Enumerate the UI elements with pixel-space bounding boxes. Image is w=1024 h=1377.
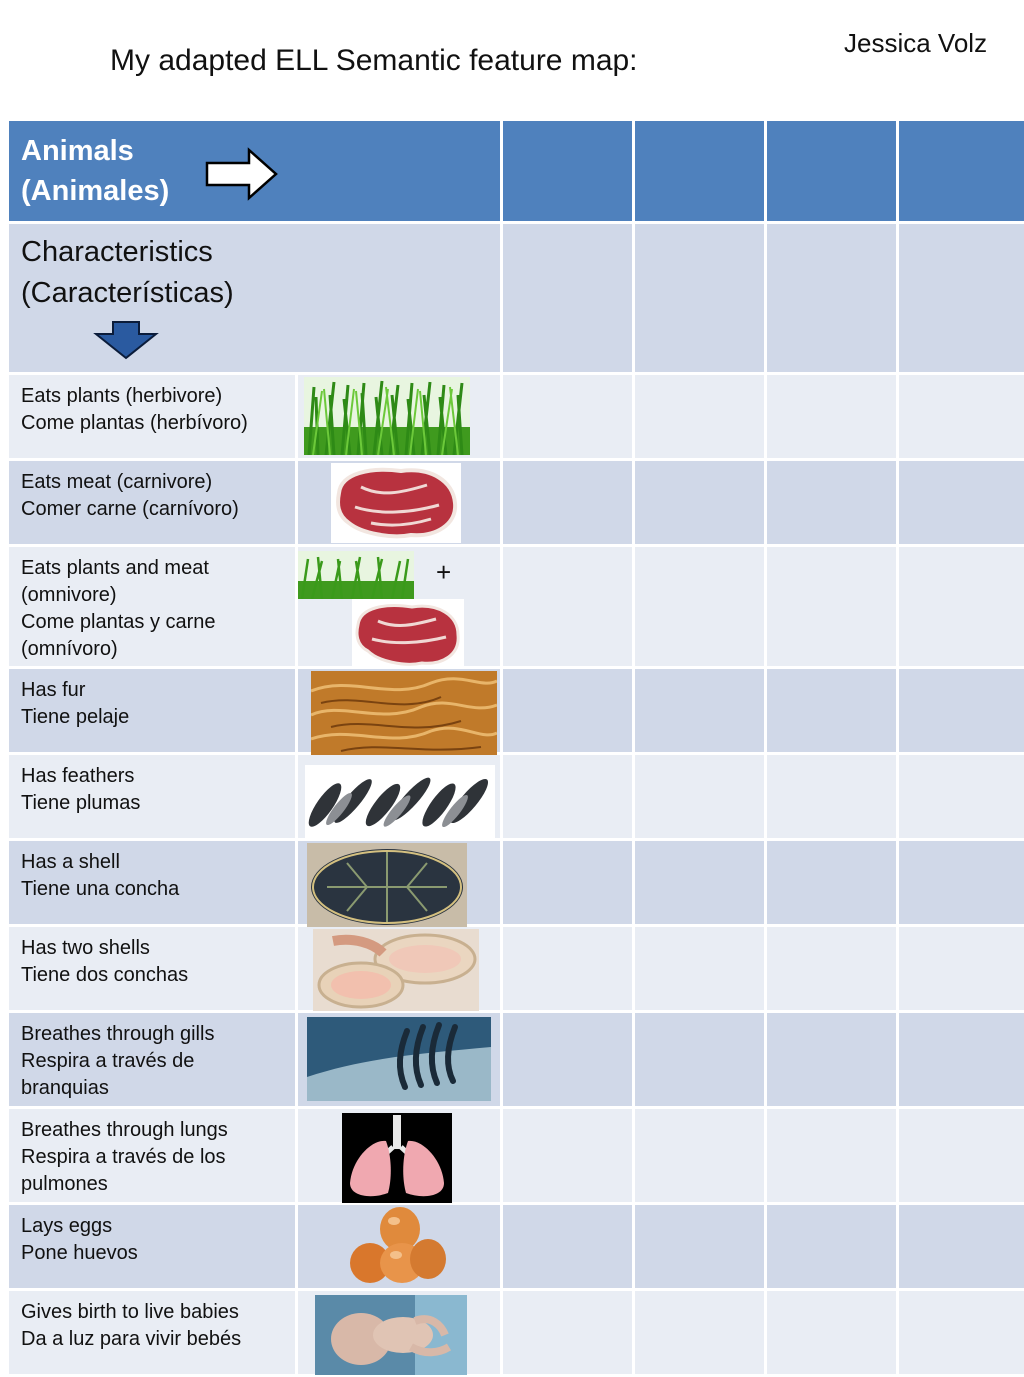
cell[interactable] [766,223,898,374]
cell[interactable] [898,840,1024,926]
feature-label-cell [8,1012,297,1108]
feature-spanish: Respira a través de [21,1048,295,1075]
characteristics-row [8,223,1024,374]
feature-image-cell [297,1204,502,1290]
feature-label-cell [8,1108,297,1204]
feature-english-term: (omnivore) [21,582,295,609]
feature-spanish: Tiene una concha [21,876,295,903]
page-title: My adapted ELL Semantic feature map: [110,44,638,78]
feature-image-cell [297,546,502,668]
feature-english: Eats plants and meat [21,555,295,582]
feature-spanish: Da a luz para vivir bebés [21,1326,295,1353]
cell[interactable] [766,754,898,840]
feature-image-cell [297,460,502,546]
grass-image [304,377,470,455]
feature-row [8,460,1024,546]
cell[interactable] [766,460,898,546]
cell[interactable] [502,1012,634,1108]
cell[interactable] [634,1290,766,1376]
feature-row [8,546,1024,668]
animal-column-3[interactable] [766,120,898,223]
feature-english: Has fur [21,677,295,704]
cell[interactable] [502,460,634,546]
cell[interactable] [766,546,898,668]
feature-row [8,1290,1024,1376]
cell[interactable] [766,374,898,460]
plus-sign: + [436,557,451,588]
feature-label-cell [8,546,297,668]
cell[interactable] [634,840,766,926]
feature-row [8,668,1024,754]
cell[interactable] [766,668,898,754]
cell[interactable] [634,546,766,668]
feature-label-cell [8,840,297,926]
animals-label-spanish: (Animales) [21,171,500,211]
cell[interactable] [502,1290,634,1376]
semantic-feature-map [6,118,1024,1377]
animal-column-2[interactable] [634,120,766,223]
feature-label-cell [8,754,297,840]
turtle-shell-image [307,843,467,927]
cell[interactable] [898,546,1024,668]
feature-english: Eats meat (carnivore) [21,469,295,496]
characteristics-label-spanish: (Características) [21,273,500,314]
cell[interactable] [502,223,634,374]
feature-row [8,1012,1024,1108]
cell[interactable] [766,926,898,1012]
cell[interactable] [898,460,1024,546]
cell[interactable] [766,1108,898,1204]
cell[interactable] [898,754,1024,840]
cell[interactable] [898,1012,1024,1108]
feature-spanish: Tiene dos conchas [21,962,295,989]
meat-image [352,599,464,669]
feature-spanish-cont: pulmones [21,1171,295,1198]
eggs-image [348,1207,448,1287]
feature-english: Has a shell [21,849,295,876]
feature-label-cell [8,374,297,460]
feature-label-cell [8,926,297,1012]
feature-image-cell [297,754,502,840]
animals-header-cell [8,120,502,223]
cell[interactable] [634,223,766,374]
feature-row [8,1204,1024,1290]
feature-spanish: Comer carne (carnívoro) [21,496,295,523]
feature-english: Breathes through gills [21,1021,295,1048]
feature-spanish: Come plantas y carne [21,609,295,636]
gills-image [307,1017,491,1101]
cell[interactable] [766,1204,898,1290]
cell[interactable] [634,926,766,1012]
feature-spanish: Pone huevos [21,1240,295,1267]
cell[interactable] [502,374,634,460]
feature-image-cell [297,1012,502,1108]
animal-column-1[interactable] [502,120,634,223]
feature-spanish: Tiene plumas [21,790,295,817]
feature-image-cell [297,374,502,460]
feature-english: Gives birth to live babies [21,1299,295,1326]
feature-image-cell [297,840,502,926]
author-name: Jessica Volz [844,28,987,59]
grass-image [298,551,414,599]
feature-row [8,840,1024,926]
feature-label-cell [8,668,297,754]
feature-spanish: Come plantas (herbívoro) [21,410,295,437]
feature-spanish: Tiene pelaje [21,704,295,731]
cell[interactable] [502,840,634,926]
arrow-down-icon [93,320,159,360]
newborn-image [315,1295,467,1375]
feature-label-cell [8,460,297,546]
cell[interactable] [634,754,766,840]
cell[interactable] [502,546,634,668]
cell[interactable] [502,668,634,754]
cell[interactable] [502,926,634,1012]
animal-column-4[interactable] [898,120,1024,223]
cell[interactable] [634,1108,766,1204]
clam-image [313,929,479,1011]
feature-row [8,754,1024,840]
feature-row [8,374,1024,460]
feature-english: Lays eggs [21,1213,295,1240]
feathers-image [305,765,495,839]
cell[interactable] [766,1012,898,1108]
feature-english: Has two shells [21,935,295,962]
feature-english: Has feathers [21,763,295,790]
cell[interactable] [898,668,1024,754]
cell[interactable] [634,460,766,546]
cell[interactable] [898,926,1024,1012]
feature-row [8,1108,1024,1204]
feature-label-cell [8,1204,297,1290]
lungs-image [342,1113,452,1203]
feature-image-cell [297,668,502,754]
meat-image [331,463,461,543]
cell[interactable] [898,1290,1024,1376]
characteristics-label: Characteristics [21,232,500,273]
cell[interactable] [898,223,1024,374]
feature-english: Breathes through lungs [21,1117,295,1144]
cell[interactable] [634,1204,766,1290]
fur-image [311,671,497,755]
cell[interactable] [502,1108,634,1204]
cell[interactable] [898,1108,1024,1204]
cell[interactable] [634,1012,766,1108]
cell[interactable] [766,1290,898,1376]
header-row [8,120,1024,223]
feature-spanish: Respira a través de los [21,1144,295,1171]
cell[interactable] [898,374,1024,460]
cell[interactable] [634,668,766,754]
feature-image-cell [297,926,502,1012]
feature-english: Eats plants (herbivore) [21,383,295,410]
cell[interactable] [898,1204,1024,1290]
feature-spanish-term: (omnívoro) [21,636,295,663]
feature-image-cell [297,1108,502,1204]
feature-image-cell [297,1290,502,1376]
animals-label: Animals [21,131,500,171]
cell[interactable] [502,1204,634,1290]
cell[interactable] [766,840,898,926]
characteristics-header-cell [8,223,502,374]
cell[interactable] [634,374,766,460]
feature-spanish-cont: branquias [21,1075,295,1102]
feature-label-cell [8,1290,297,1376]
cell[interactable] [502,754,634,840]
feature-row [8,926,1024,1012]
arrow-right-icon [205,147,279,201]
